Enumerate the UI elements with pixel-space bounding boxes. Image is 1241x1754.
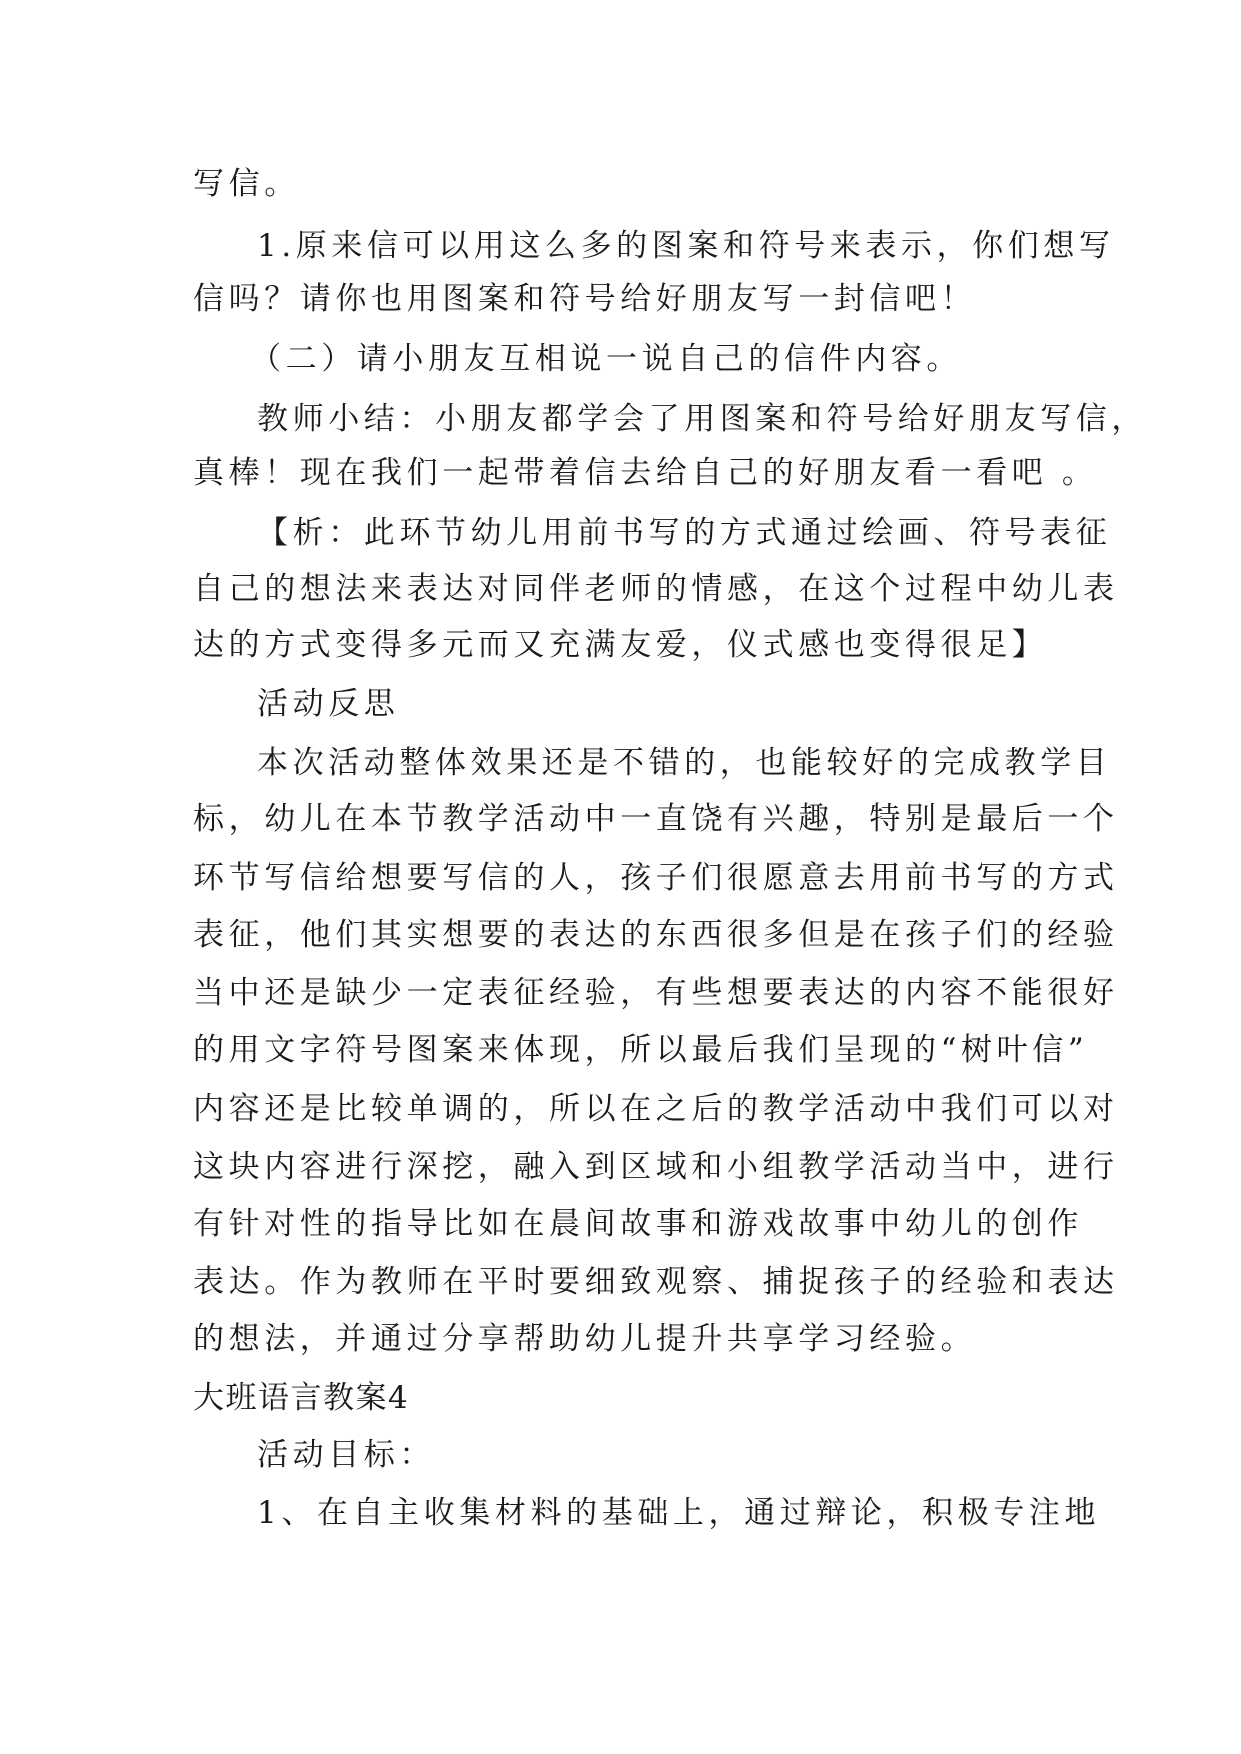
- text-line: 内容还是比较单调的，所以在之后的教学活动中我们可以对: [193, 1091, 1119, 1127]
- text-line: 这块内容进行深挖，融入到区域和小组教学活动当中，进行: [193, 1149, 1119, 1185]
- text-line: 【析：此环节幼儿用前书写的方式通过绘画、符号表征: [257, 515, 1112, 551]
- text-line: 自己的想法来表达对同伴老师的情感，在这个过程中幼儿表: [193, 571, 1119, 607]
- text-line: 真棒！现在我们一起带着信去给自己的好朋友看一看吧 。: [193, 455, 1098, 491]
- text-line: 1.原来信可以用这么多的图案和符号来表示，你们想写: [257, 228, 1115, 264]
- section-title: 大班语言教案4: [193, 1380, 410, 1416]
- text-line: 教师小结：小朋友都学会了用图案和符号给好朋友写信，: [257, 401, 1147, 437]
- text-line: 达的方式变得多元而又充满友爱，仪式感也变得很足】: [193, 627, 1048, 663]
- text-line: 写信。: [193, 166, 300, 202]
- text-line: 的用文字符号图案来体现，所以最后我们呈现的“树叶信”: [193, 1032, 1089, 1068]
- text-line: 表达。作为教师在平时要细致观察、捕捉孩子的经验和表达: [193, 1264, 1119, 1300]
- text-line: 有针对性的指导比如在晨间故事和游戏故事中幼儿的创作: [193, 1206, 1083, 1242]
- text-line: 信吗？请你也用图案和符号给好朋友写一封信吧！: [193, 281, 977, 317]
- section-heading: 活动反思: [257, 686, 400, 722]
- text-line: 当中还是缺少一定表征经验，有些想要表达的内容不能很好: [193, 975, 1119, 1011]
- subsection-heading: 活动目标：: [257, 1437, 435, 1473]
- text-line: 1、在自主收集材料的基础上，通过辩论，积极专注地: [257, 1495, 1101, 1531]
- text-line: 表征，他们其实想要的表达的东西很多但是在孩子们的经验: [193, 917, 1119, 953]
- text-line: 标，幼儿在本节教学活动中一直饶有兴趣，特别是最后一个: [193, 801, 1119, 837]
- text-line: （二）请小朋友互相说一说自己的信件内容。: [250, 341, 962, 377]
- text-line: 本次活动整体效果还是不错的，也能较好的完成教学目: [257, 745, 1112, 781]
- text-line: 环节写信给想要写信的人，孩子们很愿意去用前书写的方式: [193, 860, 1119, 896]
- text-line: 的想法，并通过分享帮助幼儿提升共享学习经验。: [193, 1321, 977, 1357]
